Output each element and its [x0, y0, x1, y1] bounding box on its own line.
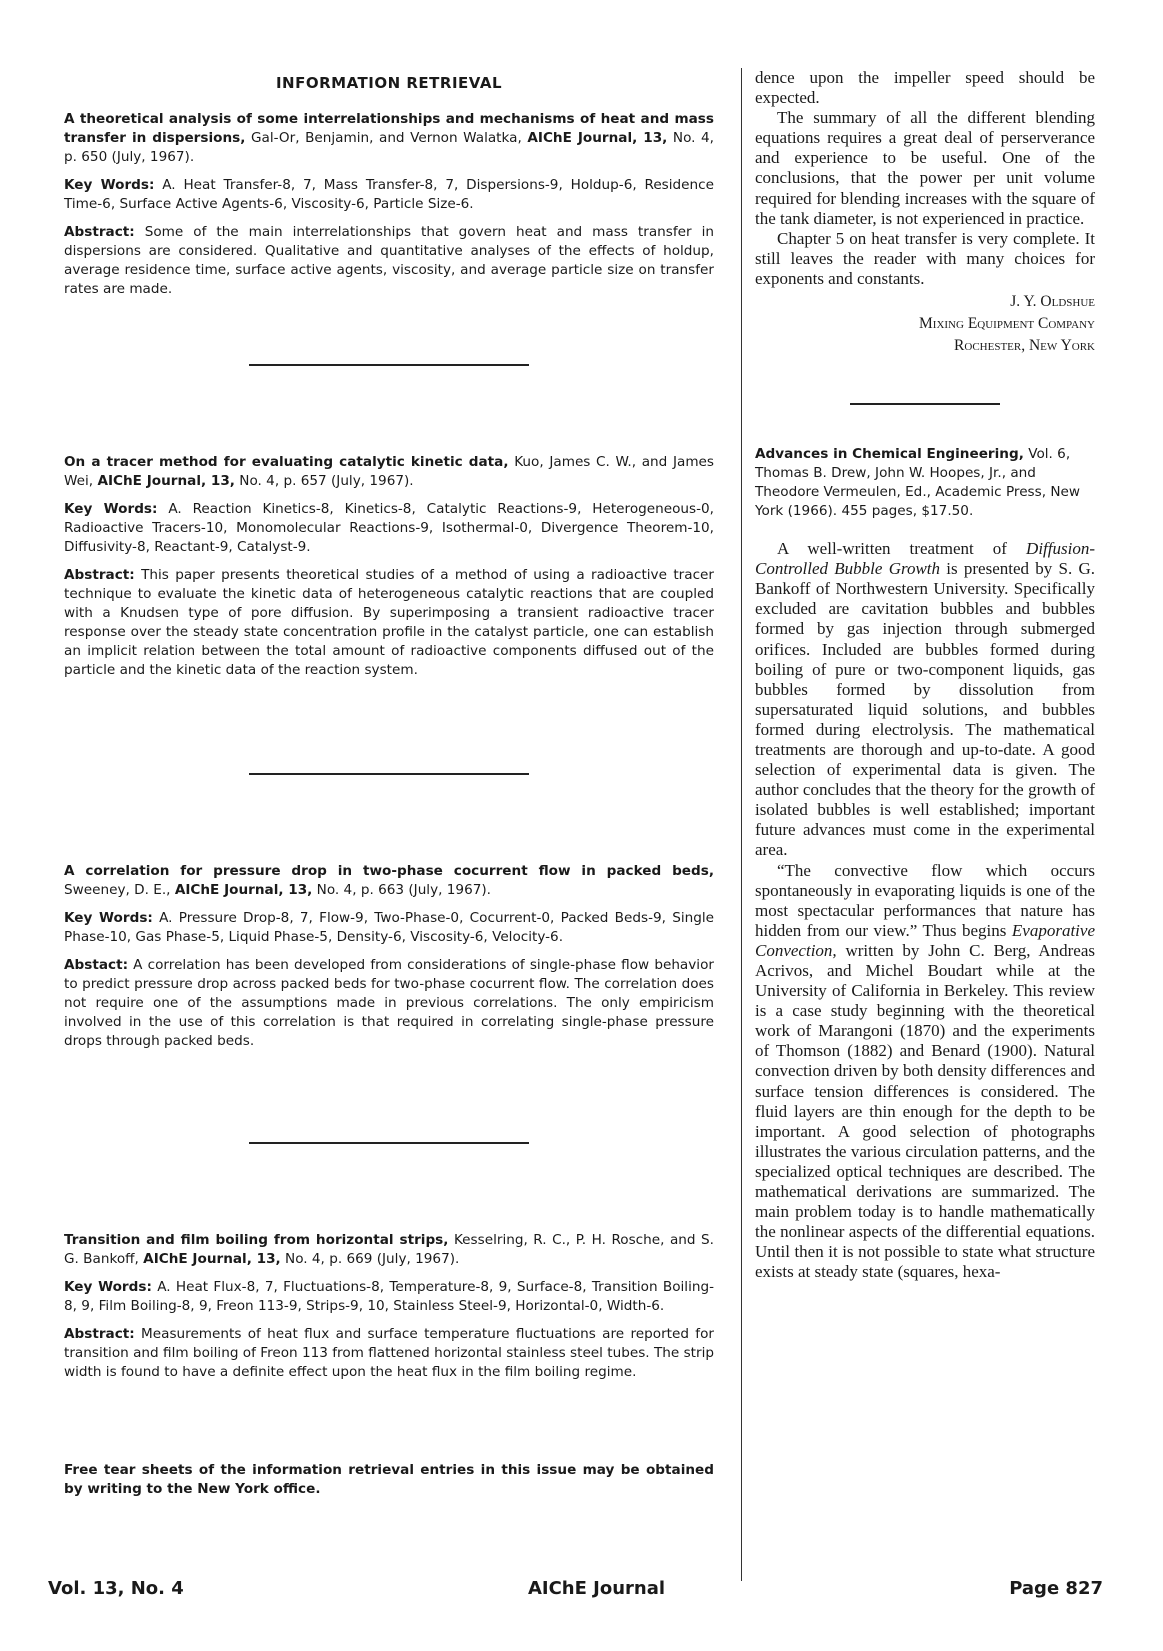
footer-volume: Vol. 13, No. 4: [48, 1578, 184, 1599]
entry-authors: Gal-Or, Benjamin, and Vernon Walatka,: [245, 130, 528, 146]
review-paragraph: The summary of all the different blending equations requires a great deal of perserverance and experience to be useful. One of the conclusions, that the power per unit volume required for blending increases with the square of the tank diameter, is not experienced in practice.: [755, 108, 1095, 228]
section-title: INFORMATION RETRIEVAL: [275, 74, 503, 92]
keywords-text: A. Heat Flux-8, 7, Fluctuations-8, Temperature-8, 9, Surface-8, Transition Boiling-8, 9, Film Boiling-8, 9, Freon 113-9, Strips-9, 10, Stainless Steel-9, Horizontal-0, Width-6.: [64, 1279, 715, 1314]
reviewer-name: J. Y. Oldshue: [1010, 293, 1095, 311]
entry-authors: Kesselring, R. C., P. H. Rosche, and S. G. Bankoff,: [64, 1232, 715, 1267]
entry-keywords: [64, 909, 714, 947]
abstract-label: Abstract:: [64, 567, 135, 583]
entry-journal: AIChE Journal, 13,: [174, 882, 313, 898]
entry-issue: No. 4, p. 669 (July, 1967).: [280, 1251, 460, 1267]
review-oldshue: [755, 68, 1095, 289]
abstract-text: Some of the main interrelationships that govern heat and mass transfer in dispersions are considered. Qualitative and quantitative analyses of the effects of holdup, average residence time, surface active agents, viscosity, and average particle size on transfer rates are made.: [64, 224, 714, 297]
italic-title: Diffusion-Controlled Bubble Growth: [755, 539, 1095, 579]
entry-citation: [64, 453, 714, 491]
abstract-text: A correlation has been developed from considerations of single-phase flow behavior to predict pressure drop across packed beds for two-phase cocurrent flow. The correlation does not require one of the assumptions made in previous correlations. The only empiricism involved in the use of this correlation is that required in correlating single-phase pressure drops through packed beds.: [64, 957, 714, 1049]
keywords-label: Key Words:: [64, 910, 153, 926]
abstract-label: Abstact:: [64, 957, 129, 973]
entry-title: Transition and film boiling from horizontal strips,: [64, 1232, 449, 1248]
review-paragraph: dence upon the impeller speed should be expected.: [755, 68, 1095, 108]
italic-title: Evaporative Convection,: [755, 920, 1095, 960]
keywords-text: A. Reaction Kinetics-8, Kinetics-8, Catalytic Reactions-9, Heterogeneous-0, Radioactive Tracers-10, Monomolecular Reactions-9, Isothermal-0, Divergence Theorem-10, Diffusivity-8, Reactant-9, Catalyst-9.: [64, 501, 714, 555]
book-heading: [755, 445, 1095, 521]
entry-authors: Sweeney, D. E.,: [64, 882, 175, 898]
entry-journal: AIChE Journal, 13,: [527, 130, 668, 146]
entry-title: A correlation for pressure drop in two-phase cocurrent flow in packed beds,: [64, 863, 714, 879]
entry-citation: [64, 110, 714, 167]
entry-keywords: [64, 176, 714, 214]
entry-citation: [64, 1231, 714, 1269]
review-advances: [755, 539, 1095, 1282]
entry-journal: AIChE Journal, 13,: [143, 1251, 281, 1267]
book-details: Vol. 6, Thomas B. Drew, John W. Hoopes, Jr., and Theodore Vermeulen, Ed., Academic Press, New York (1966). 455 pages, $17.50.: [755, 446, 1081, 520]
entry-abstract: [64, 223, 714, 299]
entry-4: [64, 1231, 714, 1461]
entry-citation: [64, 862, 714, 900]
abstract-text: Measurements of heat flux and surface temperature fluctuations are reported for transition and film boiling of Freon 113 from flattened horizontal stainless steel tubes. The strip width is found to have a definite effect upon the heat flux in the film boiling regime.: [64, 1326, 714, 1380]
review-paragraph: A well-written treatment of Diffusion-Controlled Bubble Growth is presented by S. G. Bankoff of Northwestern University. Specifically excluded are cavitation bubbles and bubbles formed by gas injection through submerged orifices. Included are bubbles formed during boiling of pure or two-component liquids, gas bubbles formed by dissolution from supersaturated liquid solutions, and bubbles formed during electrolysis. The mathematical treatments are thorough and up-to-date. A good selection of experimental data is given. The author concludes that the theory for the growth of isolated bubbles is well established; important future advances must come in the experimental area.: [755, 539, 1095, 860]
entry-title: On a tracer method for evaluating catalytic kinetic data,: [64, 454, 509, 470]
keywords-text: A. Pressure Drop-8, 7, Flow-9, Two-Phase-0, Cocurrent-0, Packed Beds-9, Single Phase-10, Gas Phase-5, Liquid Phase-5, Density-6, Viscosity-6, Velocity-6.: [64, 910, 714, 945]
keywords-text: A. Heat Transfer-8, 7, Mass Transfer-8, 7, Dispersions-9, Holdup-6, Residence Time-6, Surface Active Agents-6, Viscosity-6, Particle Size-6.: [64, 177, 714, 212]
entry-issue: No. 4, p. 657 (July, 1967).: [234, 473, 414, 489]
page-footer: [48, 1578, 1103, 1599]
entry-abstract: [64, 566, 714, 680]
reviewer-company: Mixing Equipment Company: [919, 315, 1095, 333]
right-column: [755, 68, 1095, 1283]
abstract-label: Abstract:: [64, 224, 135, 240]
tear-sheet-note: Free tear sheets of the information retrieval entries in this issue may be obtained by writing to the New York office.: [64, 1462, 714, 1497]
reviewer-location: Rochester, New York: [954, 337, 1095, 355]
entry-abstract: [64, 1325, 714, 1382]
entry-issue: No. 4, p. 663 (July, 1967).: [312, 882, 491, 898]
entry-2: [64, 453, 714, 773]
entry-issue: No. 4, p. 650 (July, 1967).: [64, 130, 714, 165]
review-paragraph: Chapter 5 on heat transfer is very complete. It still leaves the reader with many choices for exponents and constants.: [755, 228, 1095, 288]
keywords-label: Key Words:: [64, 1279, 152, 1295]
keywords-label: Key Words:: [64, 501, 158, 517]
abstract-text: This paper presents theoretical studies of a method of using a radioactive tracer technique to evaluate the kinetic data of heterogeneous catalytic reactions that are coupled with a Knudsen type of pore diffusion. By superimposing a transient radioactive tracer response over the steady state concentration profile in the catalyst particle, one can establish an implicit relation between the total amount of radioactive components diffused out of the particle and the kinetic data of the reaction system.: [64, 567, 714, 678]
footer-journal: AIChE Journal: [527, 1578, 666, 1599]
abstract-label: Abstract:: [64, 1326, 135, 1342]
entry-authors: Kuo, James C. W., and James Wei,: [64, 454, 715, 489]
review-paragraph: “The convective flow which occurs spontaneously in evaporating liquids is one of the most spectacular performances that nature has hidden from our view.” Thus begins Evaporative Convection, written by John C. Berg, Andreas Acrivos, and Michel Boudart while at the University of California in Berkeley. This review is a case study beginning with the theoretical work of Marangoni (1870) and the experiments of Thomson (1882) and Benard (1900). Natural convection driven by both density differences and surface tension differences is considered. The fluid layers are thin enough for the depth to be important. A good selection of photographs illustrates the various circulation patterns, and the specialized optical techniques are described. The mathematical derivations are summarized. The main problem today is to handle mathematically the nonlinear aspects of the differential equations. Until then it is not possible to state what structure exists at steady state (squares, hexa-: [755, 860, 1095, 1282]
entry-keywords: [64, 1278, 714, 1316]
entry-1: [64, 110, 714, 364]
separator-rule: [249, 364, 529, 366]
reviewer-signature: [755, 291, 1095, 357]
column-divider: [741, 68, 742, 1581]
footer-page-number: Page 827: [1009, 1578, 1103, 1599]
entry-abstract: [64, 956, 714, 1051]
separator-rule: [249, 773, 529, 775]
entry-title: A theoretical analysis of some interrelationships and mechanisms of heat and mass transfer in dispersions,: [64, 111, 714, 146]
entry-keywords: [64, 500, 714, 557]
left-column: [64, 68, 714, 1499]
entry-journal: AIChE Journal, 13,: [97, 473, 235, 489]
separator-rule: [249, 1142, 529, 1144]
entry-3: [64, 862, 714, 1142]
keywords-label: Key Words:: [64, 177, 155, 193]
book-title: Advances in Chemical Engineering,: [755, 446, 1024, 463]
